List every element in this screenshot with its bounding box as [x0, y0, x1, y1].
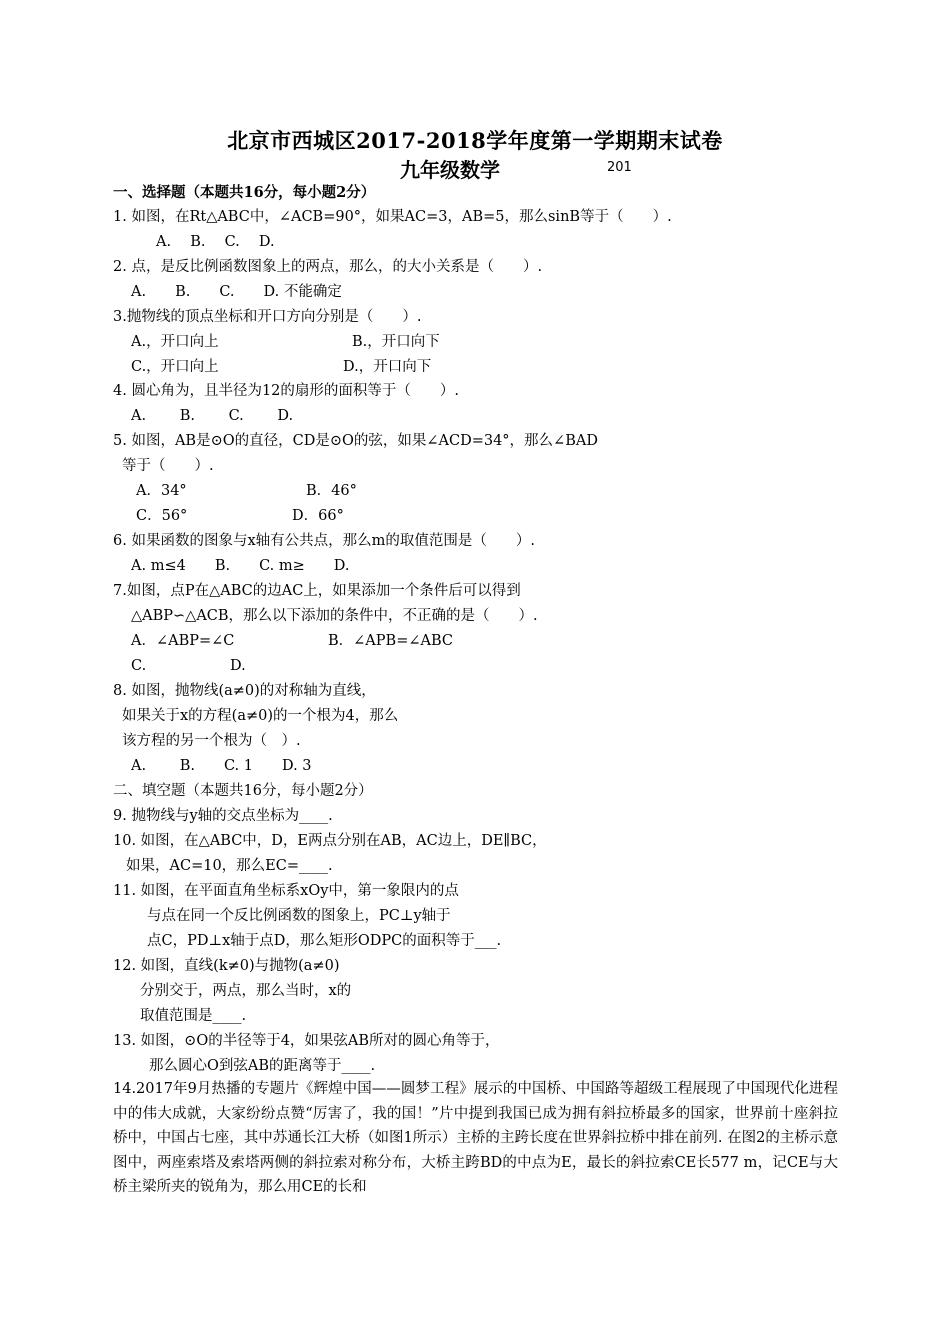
- question-5-option-a: A．34°: [136, 483, 187, 499]
- question-4: 4. 圆心角为，且半径为12的扇形的面积等于（ ）.: [113, 383, 460, 399]
- question-7: 7.如图，点P在△ABC的边AC上，如果添加一个条件后可以得到: [113, 583, 521, 599]
- question-4-options: A. B. C. D.: [131, 408, 294, 424]
- section-heading-choice: 一、选择题（本题共16分，每小题2分）: [113, 184, 376, 201]
- question-7-option-c: C.: [131, 658, 147, 674]
- question-5-option-d: D．66°: [292, 508, 344, 524]
- exam-subtitle-code: 201: [607, 160, 632, 175]
- question-5: 5. 如图，AB是⊙O的直径，CD是⊙O的弦，如果∠ACD=34°，那么∠BAD: [113, 433, 598, 449]
- question-6-options: A. m≤4 B. C. m≥ D.: [131, 558, 350, 574]
- question-13: 13. 如图，⊙O的半径等于4，如果弦AB所对的圆心角等于，: [113, 1033, 500, 1049]
- question-8-continued-2: 该方程的另一个根为（ ）.: [122, 733, 301, 749]
- question-1-options: A. B. C. D.: [156, 234, 275, 250]
- question-12-continued-2: 取值范围是____.: [140, 1008, 247, 1024]
- question-12: 12. 如图，直线(k≠0)与抛物(a≠0): [113, 958, 340, 974]
- question-9: 9. 抛物线与y轴的交点坐标为____.: [113, 808, 333, 824]
- question-2: 2. 点，是反比例函数图象上的两点，那么，的大小关系是（ ）.: [113, 259, 543, 275]
- question-5-option-c: C．56°: [136, 508, 188, 524]
- question-11-continued-2: 点C，PD⊥x轴于点D，那么矩形ODPC的面积等于___.: [147, 933, 502, 949]
- question-14: [113, 1077, 838, 1200]
- question-12-continued-1: 分别交于，两点，那么当时，x的: [140, 983, 352, 999]
- question-11: 11. 如图，在平面直角坐标系xOy中，第一象限内的点: [113, 883, 459, 899]
- question-2-options: A. B. C. D. 不能确定: [131, 284, 342, 300]
- exam-title: 北京市西城区2017-2018学年度第一学期期末试卷: [227, 128, 723, 153]
- question-7-continued: △ABP∽△ACB，那么以下添加的条件中，不正确的是（ ）.: [131, 608, 538, 624]
- question-10: 10. 如图，在△ABC中，D，E两点分别在AB，AC边上，DE∥BC，: [113, 833, 547, 849]
- question-8: 8. 如图，抛物线(a≠0)的对称轴为直线，: [113, 683, 376, 699]
- question-13-continued: 那么圆心O到弦AB的距离等于____.: [149, 1058, 376, 1074]
- exam-subtitle: 九年级数学: [400, 158, 500, 182]
- question-11-continued-1: 与点在同一个反比例函数的图象上，PC⊥y轴于: [147, 908, 451, 924]
- question-10-continued: 如果，AC=10，那么EC=____.: [126, 858, 333, 874]
- question-14-text: 14.2017年9月热播的专题片《辉煌中国——圆梦工程》展示的中国桥、中国路等超级工程展现了中国现代化进程中的伟大成就，大家纷纷点赞“厉害了，我的国！”片中提到我国已成为拥有斜拉桥最多的国家，世界前十座斜拉桥中，中国占七座，其中苏通长江大桥（如图1所示）主桥的主跨长度在世界斜拉桥中排在前列. 在图2的主桥示意图中，两座索塔及索塔两侧的斜拉索对称分布，大桥主跨BD的中点为E，最长的斜拉索CE长577 m，记CE与大桥主梁所夹的锐角为，那么用CE的长和: [113, 1081, 838, 1195]
- question-8-options: A. B. C. 1 D. 3: [131, 758, 312, 774]
- question-7-option-a: A．∠ABP=∠C: [131, 633, 235, 649]
- question-8-continued-1: 如果关于x的方程(a≠0)的一个根为4，那么: [122, 708, 399, 724]
- question-3-option-d: D.，开口向下: [343, 359, 432, 375]
- section-heading-fill: 二、填空题（本题共16分，每小题2分）: [113, 783, 373, 799]
- question-5-continued: 等于（ ）.: [122, 458, 214, 474]
- question-3-option-a: A.，开口向上: [131, 334, 219, 350]
- question-6: 6. 如果函数的图象与x轴有公共点，那么m的取值范围是（ ）.: [113, 533, 535, 549]
- question-7-option-d: D.: [230, 658, 246, 674]
- question-1: 1. 如图，在Rt△ABC中，∠ACB=90°，如果AC=3，AB=5，那么sinB等于（ ）.: [113, 209, 672, 225]
- question-3: 3.抛物线的顶点坐标和开口方向分别是（ ）.: [113, 309, 422, 325]
- question-7-option-b: B．∠APB=∠ABC: [328, 633, 453, 649]
- question-3-option-b: B.，开口向下: [352, 334, 440, 350]
- question-3-option-c: C.，开口向上: [131, 359, 219, 375]
- question-5-option-b: B．46°: [306, 483, 357, 499]
